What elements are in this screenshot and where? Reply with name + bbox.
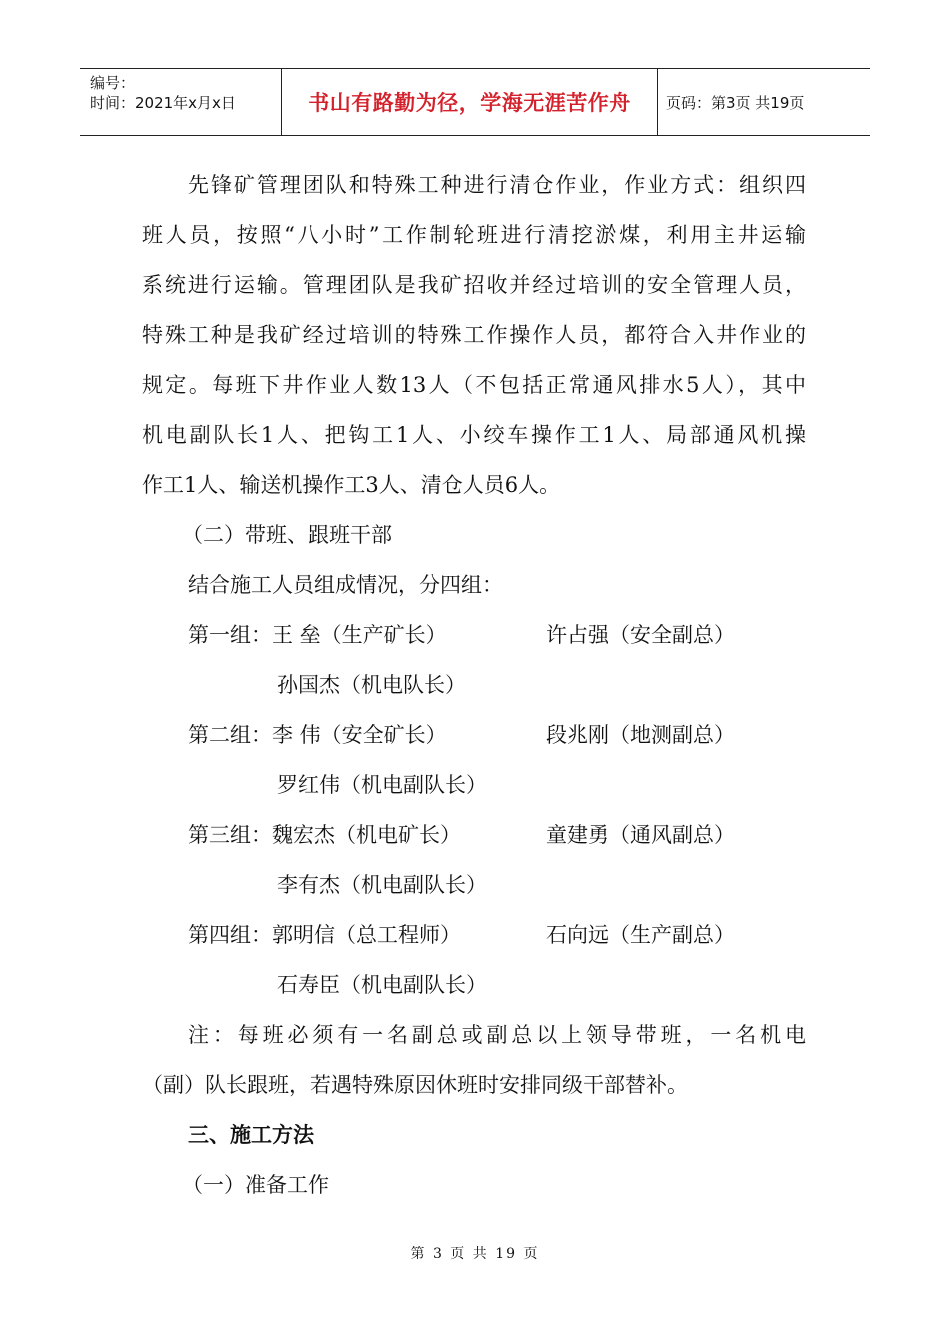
group-row bbox=[188, 720, 808, 750]
paragraph-line: 规定。每班下井作业人数13人（不包括正常通风排水5人），其中 bbox=[142, 373, 806, 397]
paragraph-line: 先锋矿管理团队和特殊工种进行清仓作业，作业方式：组织四 bbox=[188, 173, 806, 197]
group-deputy: 童建勇（通风副总） bbox=[546, 823, 735, 847]
paragraph-line: 班人员，按照“八小时”工作制轮班进行清挖淤煤，利用主井运输 bbox=[142, 223, 806, 247]
group-follower: 孙国杰（机电队长） bbox=[277, 673, 466, 697]
paragraph-line: 机电副队长1人、把钩工1人、小绞车操作工1人、局部通风机操 bbox=[142, 423, 806, 447]
sub-heading: （二）带班、跟班干部 bbox=[182, 523, 392, 547]
group-follower: 罗红伟（机电副队长） bbox=[277, 773, 487, 797]
header-page-info: 页码：第3页 共19页 bbox=[666, 93, 805, 112]
paragraph-line: 系统进行运输。管理团队是我矿招收并经过培训的安全管理人员， bbox=[142, 273, 806, 297]
group-deputy: 许占强（安全副总） bbox=[546, 623, 735, 647]
sub-heading: （一）准备工作 bbox=[182, 1173, 329, 1197]
group-follower: 石寿臣（机电副队长） bbox=[277, 973, 487, 997]
groups-intro: 结合施工人员组成情况，分四组： bbox=[188, 573, 503, 597]
group-leader: 第二组：李 伟（安全矿长） bbox=[188, 723, 447, 747]
group-leader: 第一组：王 垒（生产矿长） bbox=[188, 623, 447, 647]
document-date-label: 时间：2021年x月x日 bbox=[90, 94, 236, 112]
group-deputy: 石向远（生产副总） bbox=[546, 923, 735, 947]
group-follower: 李有杰（机电副队长） bbox=[277, 873, 487, 897]
document-number-label: 编号： bbox=[90, 74, 136, 92]
group-deputy: 段兆刚（地测副总） bbox=[546, 723, 735, 747]
section-heading: 三、施工方法 bbox=[188, 1123, 314, 1147]
group-leader: 第三组：魏宏杰（机电矿长） bbox=[188, 823, 461, 847]
page-header bbox=[80, 68, 870, 136]
page-footer: 第 3 页 共 19 页 bbox=[410, 1246, 540, 1262]
header-slogan: 书山有路勤为径，学海无涯苦作舟 bbox=[282, 69, 658, 135]
note-line: 注：每班必须有一名副总或副总以上领导带班，一名机电 bbox=[188, 1023, 806, 1047]
paragraph-line: 特殊工种是我矿经过培训的特殊工作操作人员，都符合入井作业的 bbox=[142, 323, 806, 347]
header-meta bbox=[80, 69, 282, 135]
group-leader: 第四组：郭明信（总工程师） bbox=[188, 923, 461, 947]
note-line: （副）队长跟班，若遇特殊原因休班时安排同级干部替补。 bbox=[142, 1073, 688, 1097]
paragraph-line: 作工1人、输送机操作工3人、清仓人员6人。 bbox=[142, 473, 561, 497]
group-row bbox=[188, 620, 808, 650]
group-row bbox=[188, 920, 808, 950]
group-row bbox=[188, 820, 808, 850]
